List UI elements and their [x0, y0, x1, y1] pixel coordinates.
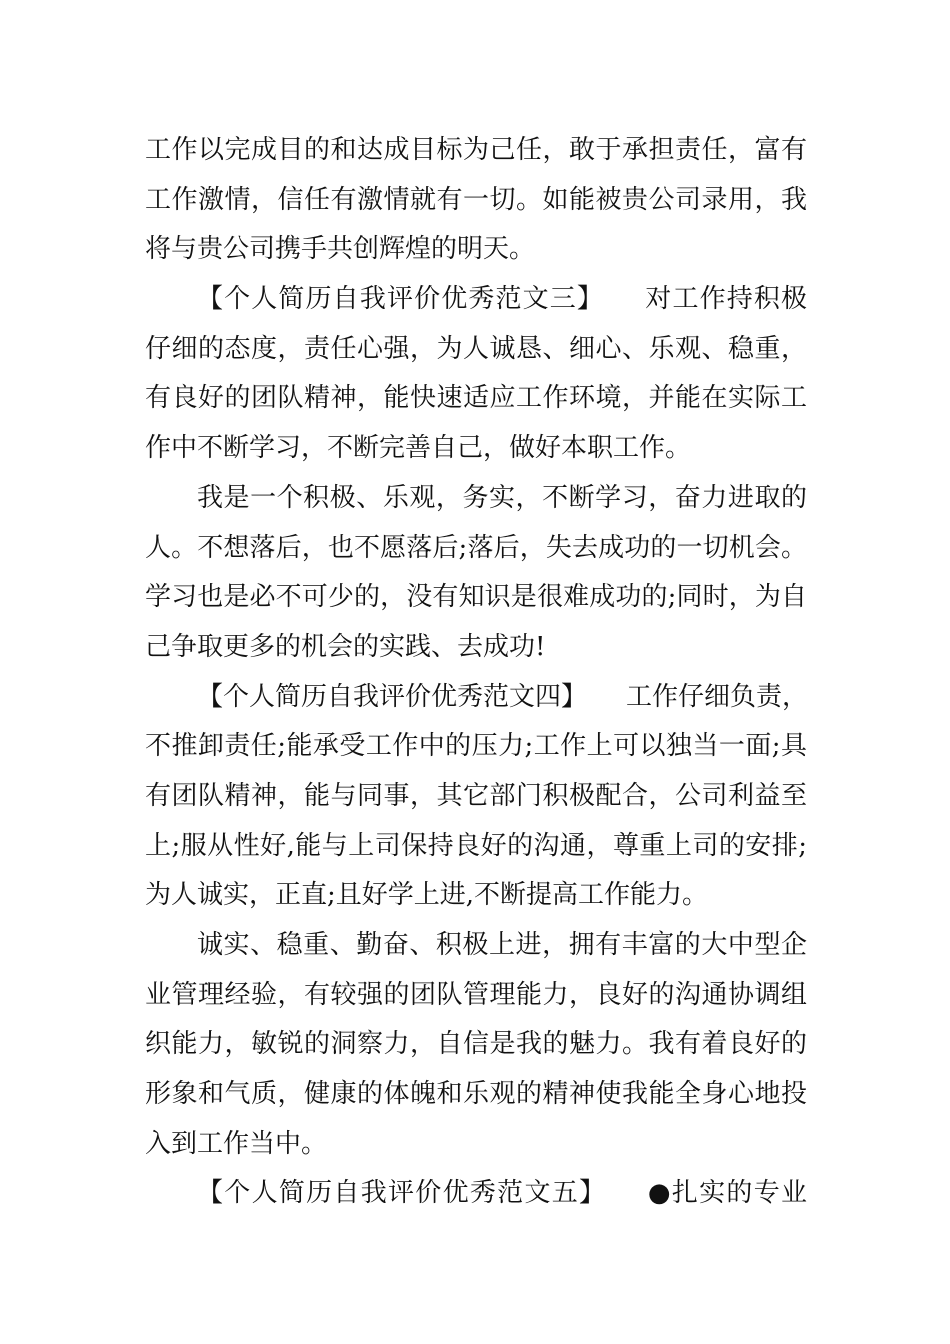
text-line: 有团队精神，能与同事，其它部门积极配合，公司利益至	[145, 780, 807, 811]
text-line: 业管理经验，有较强的团队管理能力，良好的沟通协调组	[145, 979, 807, 1010]
text-line: 学习也是必不可少的，没有知识是很难成功的;同时，为自	[145, 582, 807, 613]
text-line: 【个人简历自我评价优秀范文三】 对工作持积极	[197, 284, 807, 315]
text-line: 作中不断学习，不断完善自己，做好本职工作。	[145, 433, 692, 464]
text-line: 【个人简历自我评价优秀范文五】 ●扎实的专业	[197, 1178, 807, 1209]
text-line: 仔细的态度，责任心强，为人诚恳、细心、乐观、稳重，	[145, 333, 807, 364]
text-line: 为人诚实，正直;且好学上进,不断提高工作能力。	[145, 880, 709, 911]
document-body	[145, 126, 807, 1219]
text-line: 不推卸责任;能承受工作中的压力;工作上可以独当一面;具	[145, 731, 807, 762]
text-line: 上;服从性好,能与上司保持良好的沟通，尊重上司的安排;	[145, 830, 807, 861]
text-line: 诚实、稳重、勤奋、积极上进，拥有丰富的大中型企	[197, 930, 807, 960]
text-line: 工作以完成目的和达成目标为己任，敢于承担责任，富有	[145, 135, 807, 165]
text-line: 将与贵公司携手共创辉煌的明天。	[145, 234, 536, 265]
text-line: 人。不想落后，也不愿落后;落后，失去成功的一切机会。	[145, 532, 807, 563]
text-line: 【个人简历自我评价优秀范文四】 工作仔细负责，	[197, 681, 809, 712]
text-line: 我是一个积极、乐观，务实，不断学习，奋力进取的	[197, 482, 807, 513]
text-line: 织能力，敏锐的洞察力，自信是我的魅力。我有着良好的	[145, 1029, 807, 1060]
text-line: 己争取更多的机会的实践、去成功!	[145, 631, 546, 662]
text-line: 入到工作当中。	[145, 1128, 328, 1159]
text-line: 有良好的团队精神，能快速适应工作环境，并能在实际工	[145, 383, 807, 414]
text-line: 工作激情，信任有激情就有一切。如能被贵公司录用，我	[145, 184, 807, 215]
text-line: 形象和气质，健康的体魄和乐观的精神使我能全身心地投	[145, 1079, 807, 1110]
